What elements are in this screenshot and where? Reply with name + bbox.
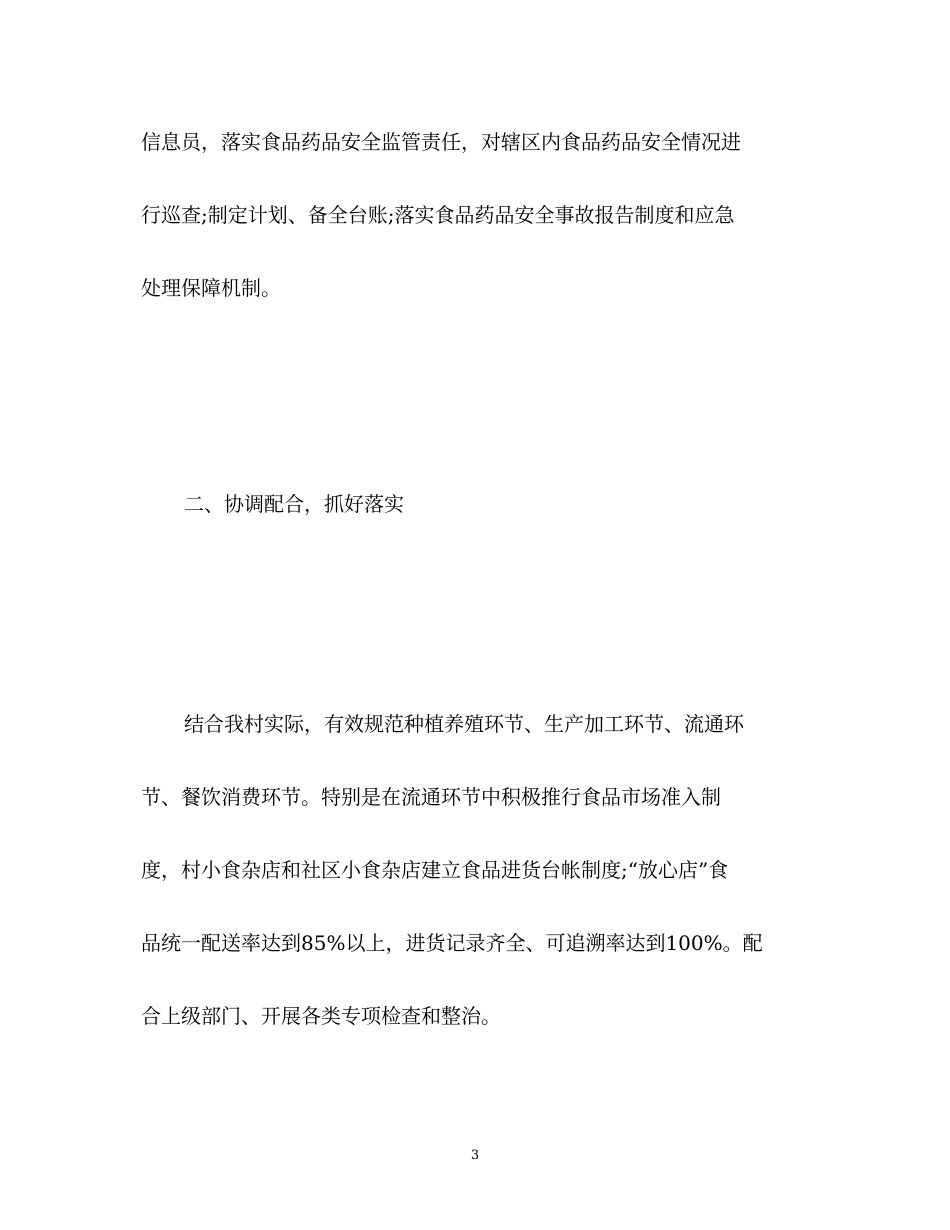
- paragraph-2-line-2: 节、餐饮消费环节。特别是在流通环节中积极推行食品市场准入制: [141, 785, 721, 809]
- paragraph-2-line-1: 结合我村实际，有效规范种植养殖环节、生产加工环节、流通环: [184, 712, 744, 736]
- section-heading: 二、协调配合，抓好落实: [184, 492, 404, 516]
- paragraph-1-line-1: 信息员，落实食品药品安全监管责任，对辖区内食品药品安全情况进: [141, 130, 741, 154]
- paragraph-1-line-3: 处理保障机制。: [141, 276, 281, 300]
- paragraph-1-line-2: 行巡查;制定计划、备全台账;落实食品药品安全事故报告制度和应急: [141, 203, 735, 227]
- paragraph-2-line-4: 品统一配送率达到85%以上，进货记录齐全、可追溯率达到100%。配: [141, 931, 763, 955]
- paragraph-2-line-3: 度，村小食杂店和社区小食杂店建立食品进货台帐制度;“放心店”食: [141, 858, 729, 882]
- page-number: 3: [470, 1148, 480, 1163]
- paragraph-2-line-5: 合上级部门、开展各类专项检查和整治。: [141, 1004, 501, 1028]
